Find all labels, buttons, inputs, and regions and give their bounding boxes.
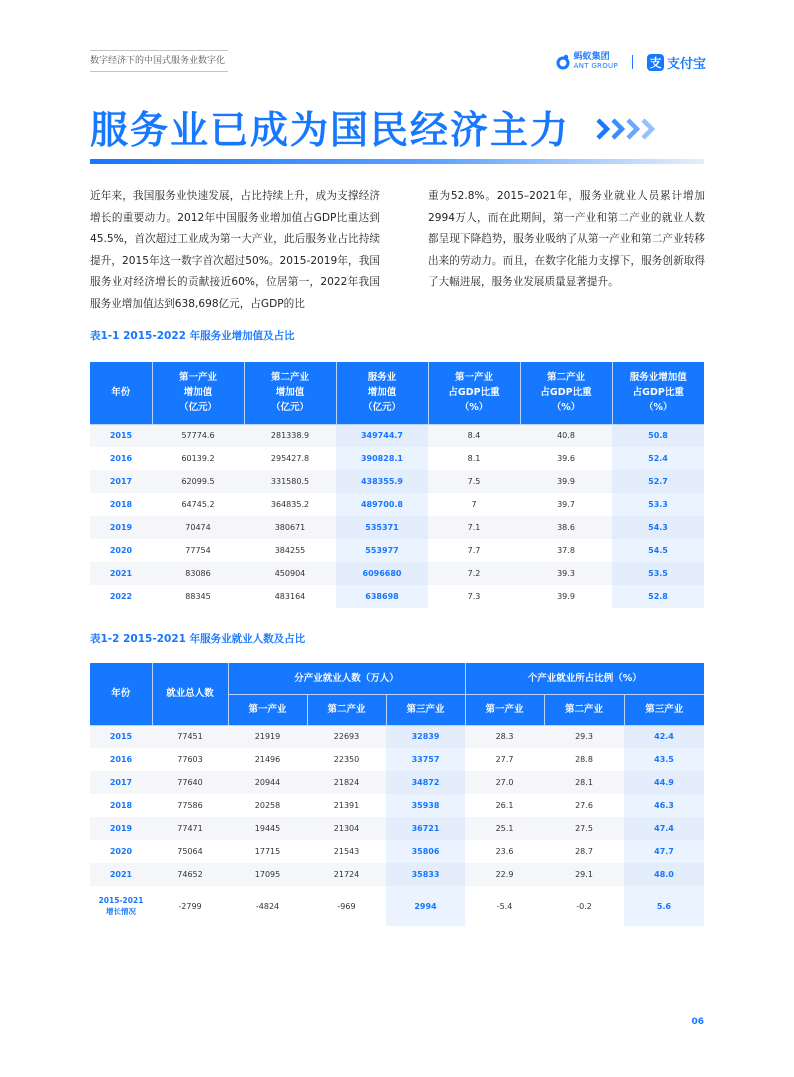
alipay-icon: 支 xyxy=(647,54,664,71)
table-cell: 37.8 xyxy=(557,546,575,555)
table-cell: 43.5 xyxy=(624,748,704,771)
table-cell: 70474 xyxy=(152,516,244,539)
col-header: 第一产业 占GDP比重 （%） xyxy=(428,362,520,424)
table-cell: 27.0 xyxy=(465,771,544,794)
row-year-cell: 2021 xyxy=(90,863,152,886)
table-cell: 29.3 xyxy=(544,725,624,748)
table-cell: 48.0 xyxy=(624,863,704,886)
table-row xyxy=(90,447,704,470)
table-cell: 52.4 xyxy=(612,447,704,470)
row-year-cell: 2016 xyxy=(109,454,133,463)
ant-group-icon xyxy=(555,54,571,70)
table-cell: 21724 xyxy=(307,863,386,886)
col-header: 年份 xyxy=(90,663,152,725)
table-cell: 44.9 xyxy=(624,771,704,794)
table-cell: 281338.9 xyxy=(244,424,336,447)
table-cell: 22693 xyxy=(307,725,386,748)
row-year-cell: 2015 xyxy=(90,424,152,447)
table-cell: 20258 xyxy=(254,801,281,810)
table-cell: 38.6 xyxy=(520,516,612,539)
table-cell: 553977 xyxy=(336,539,428,562)
table-cell: 77640 xyxy=(152,771,228,794)
table-row xyxy=(90,562,704,585)
table-cell: 20944 xyxy=(228,771,307,794)
row-year-cell: 2020 xyxy=(109,847,133,856)
row-year-cell: 2015 xyxy=(90,725,152,748)
table-cell: 450904 xyxy=(244,562,336,585)
row-year-cell: 2022 xyxy=(109,592,133,601)
table-cell: 53.3 xyxy=(612,493,704,516)
table-cell: 77603 xyxy=(177,755,203,764)
table-cell: 438355.9 xyxy=(336,470,428,493)
table-cell: 35938 xyxy=(386,794,465,817)
col-header: 服务业 增加值 （亿元） xyxy=(336,362,428,424)
table-cell: 27.6 xyxy=(575,801,593,810)
table-cell: 535371 xyxy=(336,516,428,539)
row-year-cell: 2017 xyxy=(90,771,152,794)
table-cell: 21391 xyxy=(333,801,360,810)
table-cell: 23.6 xyxy=(495,847,514,856)
table-cell: 638698 xyxy=(336,585,428,608)
table-cell: 39.9 xyxy=(557,592,575,601)
table-cell: 39.7 xyxy=(557,500,575,509)
table-cell: 17095 xyxy=(228,863,307,886)
col-header: 第一产业 xyxy=(465,694,544,725)
table-cell: 83086 xyxy=(152,562,244,585)
table-cell: 77754 xyxy=(185,546,211,555)
alipay-text: 支付宝 xyxy=(666,56,706,72)
table-row xyxy=(90,516,704,539)
table-cell: 8.1 xyxy=(467,454,481,463)
table-cell: 32839 xyxy=(386,725,465,748)
table-cell: 39.6 xyxy=(557,454,575,463)
intro-paragraph-left: 近年来，我国服务业快速发展，占比持续上升，成为支撑经济增长的重要动力。2012年中国服务业增加值占GDP比重达到45.5%，首次超过工业成为第一大产业，此后服务业占比持续提升，2015年这一数字首次超过50%。2015-2019年，我国服务业对经济增长的贡献接近60%，位居第一，2022年我国服务业增加值达到638,698亿元，占GDP的比 xyxy=(90,190,380,310)
table-cell: 7.7 xyxy=(467,546,481,555)
table-cell: 75064 xyxy=(177,847,203,856)
table-cell: 19445 xyxy=(228,817,307,840)
table-cell: 39.3 xyxy=(520,562,612,585)
chevron-arrows-icon xyxy=(596,116,656,142)
table-cell: 33757 xyxy=(386,748,465,771)
table-cell: 36721 xyxy=(386,817,465,840)
table-cell: 21543 xyxy=(333,847,360,856)
table-cell: 46.3 xyxy=(624,794,704,817)
col-header: 年份 xyxy=(90,362,152,424)
table-cell: 331580.5 xyxy=(244,470,336,493)
table-cell: 6096680 xyxy=(336,562,428,585)
table-cell: 17715 xyxy=(254,847,281,856)
col-header: 第二产业 增加值 （亿元） xyxy=(244,362,336,424)
col-header: 第二产业 占GDP比重 （%） xyxy=(520,362,612,424)
table-cell: 483164 xyxy=(274,592,306,601)
table-cell: 21919 xyxy=(228,725,307,748)
header-logos xyxy=(555,50,706,74)
table-cell: 54.5 xyxy=(612,539,704,562)
col-header: 第二产业 xyxy=(544,694,624,725)
table-cell: 7.5 xyxy=(428,470,520,493)
col-header: 第三产业 xyxy=(386,694,465,725)
table-cell: 77471 xyxy=(152,817,228,840)
row-year-cell: 2015-2021 增长情况 xyxy=(98,896,144,916)
table-cell: 28.1 xyxy=(544,771,624,794)
title-underline xyxy=(90,159,704,164)
table1-caption: 表1-1 2015-2022 年服务业增加值及占比 xyxy=(90,330,295,342)
row-year-cell: 2018 xyxy=(109,801,133,810)
table-cell: 349744.7 xyxy=(336,424,428,447)
ant-group-logo xyxy=(555,53,618,71)
table-cell: 8.4 xyxy=(428,424,520,447)
row-year-cell: 2017 xyxy=(90,470,152,493)
table-cell: 47.7 xyxy=(624,840,704,863)
table-cell: 380671 xyxy=(244,516,336,539)
table-cell: 21824 xyxy=(307,771,386,794)
table-cell: 88345 xyxy=(185,592,211,601)
page-title: 服务业已成为国民经济主力 xyxy=(90,108,571,152)
table-cell: 60139.2 xyxy=(181,454,215,463)
table-row xyxy=(90,470,704,493)
table-cell: 52.7 xyxy=(612,470,704,493)
table-cell: 384255 xyxy=(274,546,306,555)
table-cell: 42.4 xyxy=(624,725,704,748)
table-row xyxy=(90,424,704,447)
table-cell: -2799 xyxy=(178,901,202,911)
table-row xyxy=(90,539,704,562)
page-number: 06 xyxy=(691,1017,704,1027)
row-year-cell: 2020 xyxy=(109,546,133,555)
employment-table xyxy=(90,663,704,926)
table-row xyxy=(90,794,704,817)
group-header: 分产业就业人数（万人） xyxy=(228,663,465,694)
table-cell: 57774.6 xyxy=(152,424,244,447)
table-row xyxy=(90,493,704,516)
table-row xyxy=(90,585,704,608)
table-cell: 40.8 xyxy=(520,424,612,447)
table-cell: -4824 xyxy=(255,901,280,911)
table-cell: 22350 xyxy=(333,755,360,764)
table-cell: 53.5 xyxy=(612,562,704,585)
table-row xyxy=(90,817,704,840)
table-header-row xyxy=(90,362,704,424)
table-cell: 64745.2 xyxy=(181,500,215,509)
table-cell: 47.4 xyxy=(624,817,704,840)
table-cell: 62099.5 xyxy=(152,470,244,493)
table-cell: 5.6 xyxy=(624,886,704,926)
table-row xyxy=(90,840,704,863)
table-row xyxy=(90,725,704,748)
col-header: 第三产业 xyxy=(624,694,704,725)
col-header: 第一产业 增加值 （亿元） xyxy=(152,362,244,424)
table-cell: 21304 xyxy=(307,817,386,840)
table-header-row xyxy=(90,663,704,694)
logo-divider xyxy=(632,55,633,69)
table-cell: 390828.1 xyxy=(336,447,428,470)
table-cell: 28.3 xyxy=(465,725,544,748)
table2-caption: 表1-2 2015-2021 年服务业就业人数及占比 xyxy=(90,633,306,645)
table-row xyxy=(90,748,704,771)
ant-group-cn: 蚂蚁集团 xyxy=(573,52,610,62)
table-cell: 77451 xyxy=(152,725,228,748)
running-header: 数字经济下的中国式服务业数字化 xyxy=(90,50,228,72)
table-row xyxy=(90,886,704,926)
row-year-cell: 2021 xyxy=(90,562,152,585)
table-cell: 34872 xyxy=(386,771,465,794)
table-cell: 364835.2 xyxy=(270,500,310,509)
table-cell: 7.3 xyxy=(467,592,481,601)
table-cell: 489700.8 xyxy=(336,493,428,516)
table-row xyxy=(90,771,704,794)
col-header: 第二产业 xyxy=(307,694,386,725)
table-cell: 26.1 xyxy=(495,801,514,810)
group-header: 个产业就业所占比例（%） xyxy=(465,663,704,694)
table-cell: 7.1 xyxy=(428,516,520,539)
row-year-cell: 2019 xyxy=(90,817,152,840)
service-value-table xyxy=(90,362,704,608)
intro-paragraph-right: 重为52.8%。2015–2021年，服务业就业人员累计增加2994万人，而在此期间，第一产业和第二产业的就业人数都呈现下降趋势，服务业吸纳了从第一产业和第二产业转移出来的劳动力。而且，在数字化能力支撑下，服务创新取得了大幅进展，服务业发展质量显著提升。 xyxy=(428,190,705,289)
table-cell: 29.1 xyxy=(544,863,624,886)
alipay-logo xyxy=(647,53,706,72)
ant-group-en: ANT GROUP xyxy=(573,62,618,70)
table-cell: 2994 xyxy=(386,886,465,926)
table-cell: 28.8 xyxy=(575,755,593,764)
table-row xyxy=(90,863,704,886)
table-cell: 27.7 xyxy=(495,755,514,764)
table-cell: 28.7 xyxy=(575,847,593,856)
table-cell: 77586 xyxy=(177,801,203,810)
table-cell: 35806 xyxy=(386,840,465,863)
table-cell: -5.4 xyxy=(496,901,513,911)
table-cell: 50.8 xyxy=(612,424,704,447)
col-header: 就业总人数 xyxy=(152,663,228,725)
table-cell: 7 xyxy=(471,500,477,509)
table-cell: 7.2 xyxy=(428,562,520,585)
col-header: 服务业增加值 占GDP比重 （%） xyxy=(612,362,704,424)
table-cell: 25.1 xyxy=(465,817,544,840)
table-cell: 74652 xyxy=(152,863,228,886)
table-cell: 35833 xyxy=(386,863,465,886)
table-cell: -0.2 xyxy=(576,901,592,911)
row-year-cell: 2019 xyxy=(90,516,152,539)
row-year-cell: 2016 xyxy=(109,755,133,764)
table-cell: 22.9 xyxy=(465,863,544,886)
table-cell: 27.5 xyxy=(544,817,624,840)
table-cell: 295427.8 xyxy=(270,454,310,463)
table-cell: 39.9 xyxy=(520,470,612,493)
table-cell: 54.3 xyxy=(612,516,704,539)
row-year-cell: 2018 xyxy=(109,500,133,509)
table-cell: 21496 xyxy=(254,755,281,764)
table-cell: 52.8 xyxy=(612,585,704,608)
col-header: 第一产业 xyxy=(228,694,307,725)
table-cell: -969 xyxy=(337,901,356,911)
